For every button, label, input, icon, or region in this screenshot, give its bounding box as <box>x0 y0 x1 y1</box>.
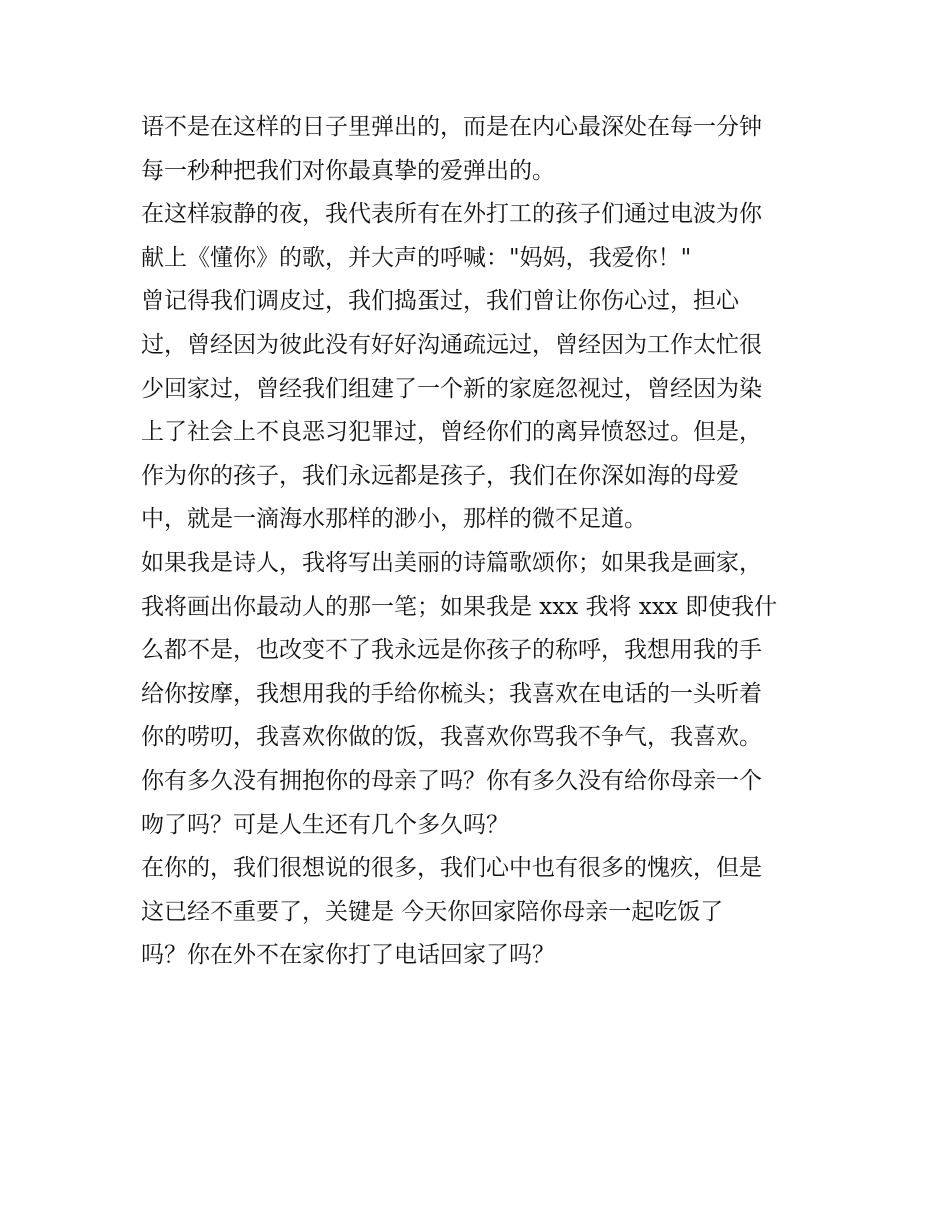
text-line: 么都不是，也改变不了我永远是你孩子的称呼，我想用我的手 <box>141 637 762 664</box>
text-line: 你的唠叨，我喜欢你做的饭，我喜欢你骂我不争气，我喜欢。 <box>141 724 762 751</box>
text-line: 中，就是一滴海水那样的渺小，那样的微不足道。 <box>141 506 647 533</box>
text-line: 你有多久没有拥抱你的母亲了吗？你有多久没有给你母亲一个 <box>141 767 762 794</box>
text-line: 我将画出你最动人的那一笔；如果我是 xxx 我将 xxx 即使我什 <box>141 593 778 620</box>
text-line: 过，曾经因为彼此没有好好沟通疏远过，曾经因为工作太忙很 <box>141 331 762 358</box>
text-line: 曾记得我们调皮过，我们捣蛋过，我们曾让你伤心过，担心 <box>141 288 739 315</box>
text-line: 吗？你在外不在家你打了电话回家了吗？ <box>141 942 555 969</box>
text-line: 上了社会上不良恶习犯罪过，曾经你们的离异愤怒过。但是， <box>141 419 762 446</box>
text-line: 作为你的孩子，我们永远都是孩子，我们在你深如海的母爱 <box>141 462 739 489</box>
text-line: 献上《懂你》的歌，并大声的呼喊："妈妈，我爱你！" <box>141 244 692 271</box>
text-line: 如果我是诗人，我将写出美丽的诗篇歌颂你；如果我是画家， <box>141 549 762 576</box>
text-line: 少回家过，曾经我们组建了一个新的家庭忽视过，曾经因为染 <box>141 375 762 402</box>
body-text <box>141 106 831 978</box>
text-line: 每一秒种把我们对你最真挚的爱弹出的。 <box>141 157 555 184</box>
text-line: 吻了吗？可是人生还有几个多久吗？ <box>141 811 509 838</box>
text-line: 在你的，我们很想说的很多，我们心中也有很多的愧疚，但是 <box>141 855 762 882</box>
text-line: 这已经不重要了，关键是 今天你回家陪你母亲一起吃饭了 <box>141 898 724 925</box>
text-line: 语不是在这样的日子里弹出的，而是在内心最深处在每一分钟 <box>141 114 762 140</box>
text-line: 在这样寂静的夜，我代表所有在外打工的孩子们通过电波为你 <box>141 201 762 228</box>
text-line: 给你按摩，我想用我的手给你梳头；我喜欢在电话的一头听着 <box>141 680 762 707</box>
